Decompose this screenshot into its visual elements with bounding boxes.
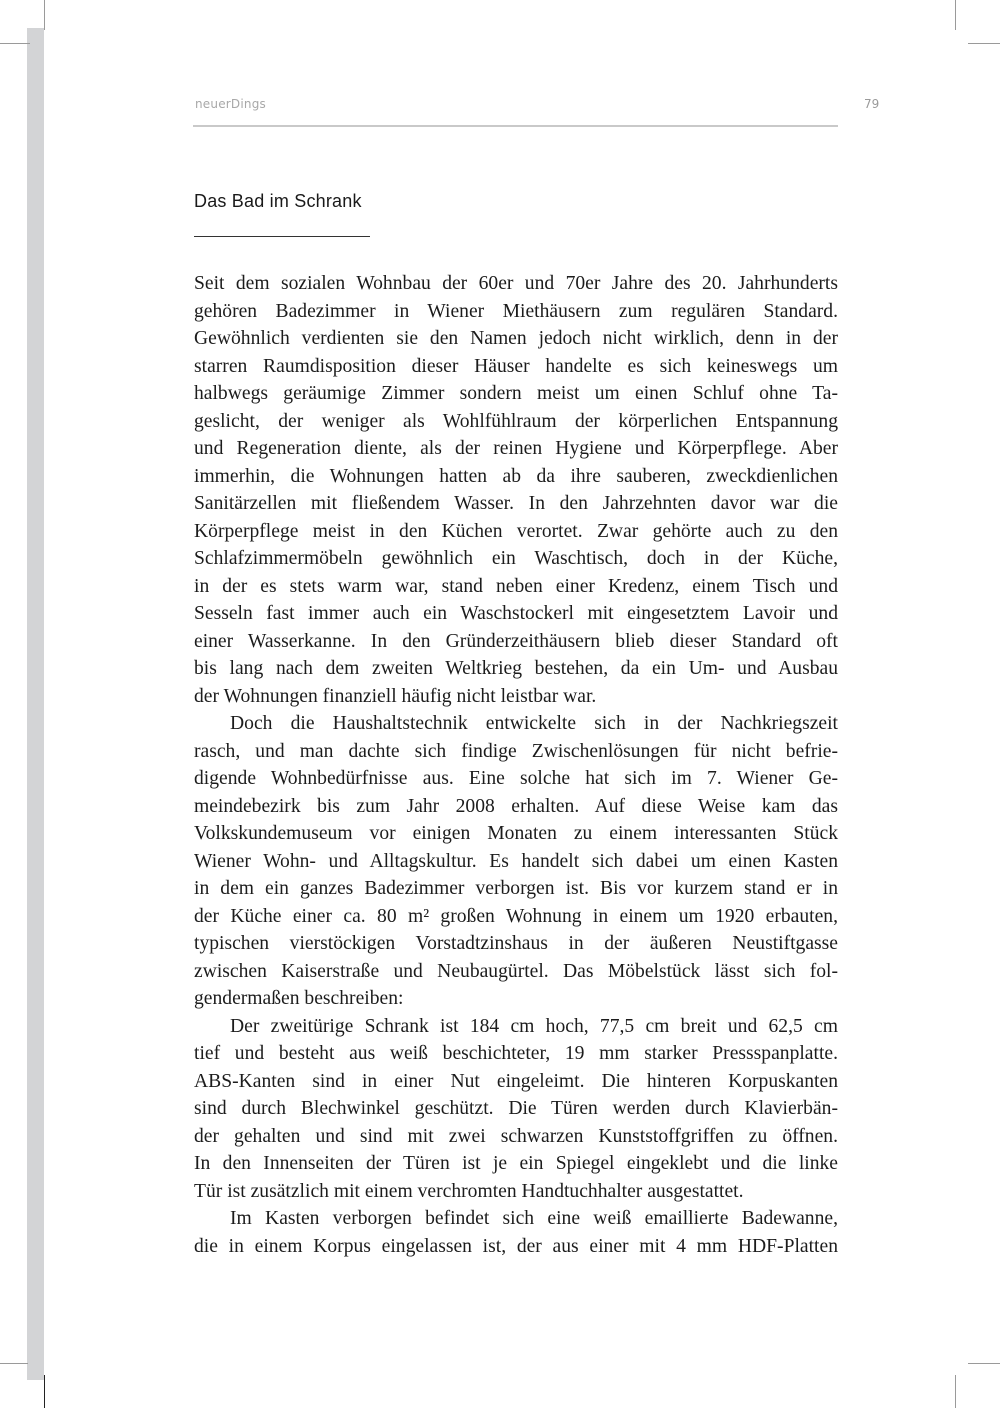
text-line: ABS-Kanten sind in einer Nut eingeleimt. Die hinteren Korpuskanten	[194, 1070, 838, 1092]
text-line: Sanitärzellen mit fließendem Wasser. In den Jahrzehnten davor war die	[194, 493, 838, 514]
text-line: Sesseln fast immer auch ein Waschstockerl mit eingesetztem Lavoir und	[194, 603, 838, 624]
body-text	[194, 270, 838, 1260]
paragraph	[194, 1205, 838, 1260]
text-line: geslicht, der weniger als Wohlfühlraum der körperlichen Entspannung	[194, 410, 838, 432]
text-line: Im Kasten verborgen befindet sich eine weiß emaillierte Badewanne,	[230, 1208, 838, 1229]
running-head: neuerDings	[195, 97, 266, 111]
text-line: gehören Badezimmer in Wiener Miethäusern zum regulären Standard.	[194, 300, 838, 322]
text-line: der Küche einer ca. 80 m² großen Wohnung in einem um 1920 erbauten,	[194, 905, 838, 927]
header-rule	[193, 125, 838, 127]
text-line: Wiener Wohn- und Alltagskultur. Es handelt sich dabei um einen Kasten	[194, 850, 838, 872]
text-line: sind durch Blechwinkel geschützt. Die Türen werden durch Klavierbän-	[194, 1098, 838, 1119]
crop-mark-top-right-v	[955, 0, 956, 30]
crop-mark-top-left-v	[44, 0, 45, 30]
text-line: der Wohnungen finanziell häufig nicht leistbar war.	[194, 685, 597, 707]
text-line: Tür ist zusätzlich mit einem verchromten Handtuchhalter ausgestattet.	[194, 1180, 744, 1202]
chapter-title: Das Bad im Schrank	[194, 191, 362, 211]
text-line: in dem ein ganzes Badezimmer verborgen ist. Bis vor kurzem stand er in	[194, 878, 838, 899]
crop-mark-top-left-h	[0, 43, 30, 44]
paragraph	[194, 710, 838, 1013]
text-line: tief und besteht aus weiß beschichteter, 19 mm starker Pressspanplatte.	[194, 1043, 838, 1064]
page-edge-shadow	[27, 28, 44, 1380]
crop-mark-bottom-right-v	[955, 1375, 956, 1408]
text-line: Körperpflege meist in den Küchen verortet. Zwar gehörte auch zu den	[194, 520, 838, 542]
crop-mark-bottom-left-h	[0, 1363, 28, 1364]
text-line: zwischen Kaiserstraße und Neubaugürtel. Das Möbelstück lässt sich fol-	[194, 960, 838, 982]
crop-mark-bottom-right-h	[968, 1363, 1000, 1364]
text-line: einer Wasserkanne. In den Gründerzeithäusern blieb dieser Standard oft	[194, 630, 838, 652]
text-line: der gehalten und sind mit zwei schwarzen Kunststoffgriffen zu öffnen.	[194, 1125, 838, 1147]
paragraph	[194, 270, 838, 710]
text-line: halbwegs geräumige Zimmer sondern meist um einen Schluf ohne Ta-	[194, 383, 838, 404]
text-line: Der zweitürige Schrank ist 184 cm hoch, 77,5 cm breit und 62,5 cm	[230, 1015, 838, 1037]
title-rule	[194, 236, 370, 237]
text-line: und Regeneration diente, als der reinen Hygiene und Körperpflege. Aber	[194, 438, 838, 459]
text-line: Volkskundemuseum vor einigen Monaten zu einem interessanten Stück	[194, 823, 838, 844]
text-line: gendermaßen beschreiben:	[194, 988, 404, 1009]
crop-mark-bottom-left-v	[44, 1375, 45, 1408]
text-line: digende Wohnbedürfnisse aus. Eine solche hat sich im 7. Wiener Ge-	[194, 768, 838, 789]
text-line: bis lang nach dem zweiten Weltkrieg bestehen, da ein Um- und Ausbau	[194, 658, 838, 679]
text-line: Doch die Haushaltstechnik entwickelte sich in der Nachkriegszeit	[230, 713, 838, 734]
text-line: In den Innenseiten der Türen ist je ein Spiegel eingeklebt und die linke	[194, 1153, 838, 1174]
paragraph	[194, 1013, 838, 1206]
text-line: Gewöhnlich verdienten sie den Namen jedoch nicht wirklich, denn in der	[194, 328, 838, 349]
text-line: in der es stets warm war, stand neben einer Kredenz, einem Tisch und	[194, 575, 838, 597]
text-line: meindebezirk bis zum Jahr 2008 erhalten. Auf diese Weise kam das	[194, 795, 838, 817]
text-line: rasch, und man dachte sich findige Zwischenlösungen für nicht befrie-	[194, 740, 838, 762]
text-line: Seit dem sozialen Wohnbau der 60er und 70er Jahre des 20. Jahrhunderts	[194, 273, 838, 294]
text-line: Schlafzimmermöbeln gewöhnlich ein Waschtisch, doch in der Küche,	[194, 548, 838, 569]
text-line: immerhin, die Wohnungen hatten ab da ihre sauberen, zweckdienlichen	[194, 465, 838, 487]
text-line: die in einem Korpus eingelassen ist, der aus einer mit 4 mm HDF-Platten	[194, 1235, 838, 1257]
text-line: typischen vierstöckigen Vorstadtzinshaus in der äußeren Neustiftgasse	[194, 933, 838, 954]
text-line: starren Raumdisposition dieser Häuser handelte es sich keineswegs um	[194, 355, 838, 377]
page-number: 79	[864, 97, 880, 111]
crop-mark-top-right-h	[968, 43, 1000, 44]
